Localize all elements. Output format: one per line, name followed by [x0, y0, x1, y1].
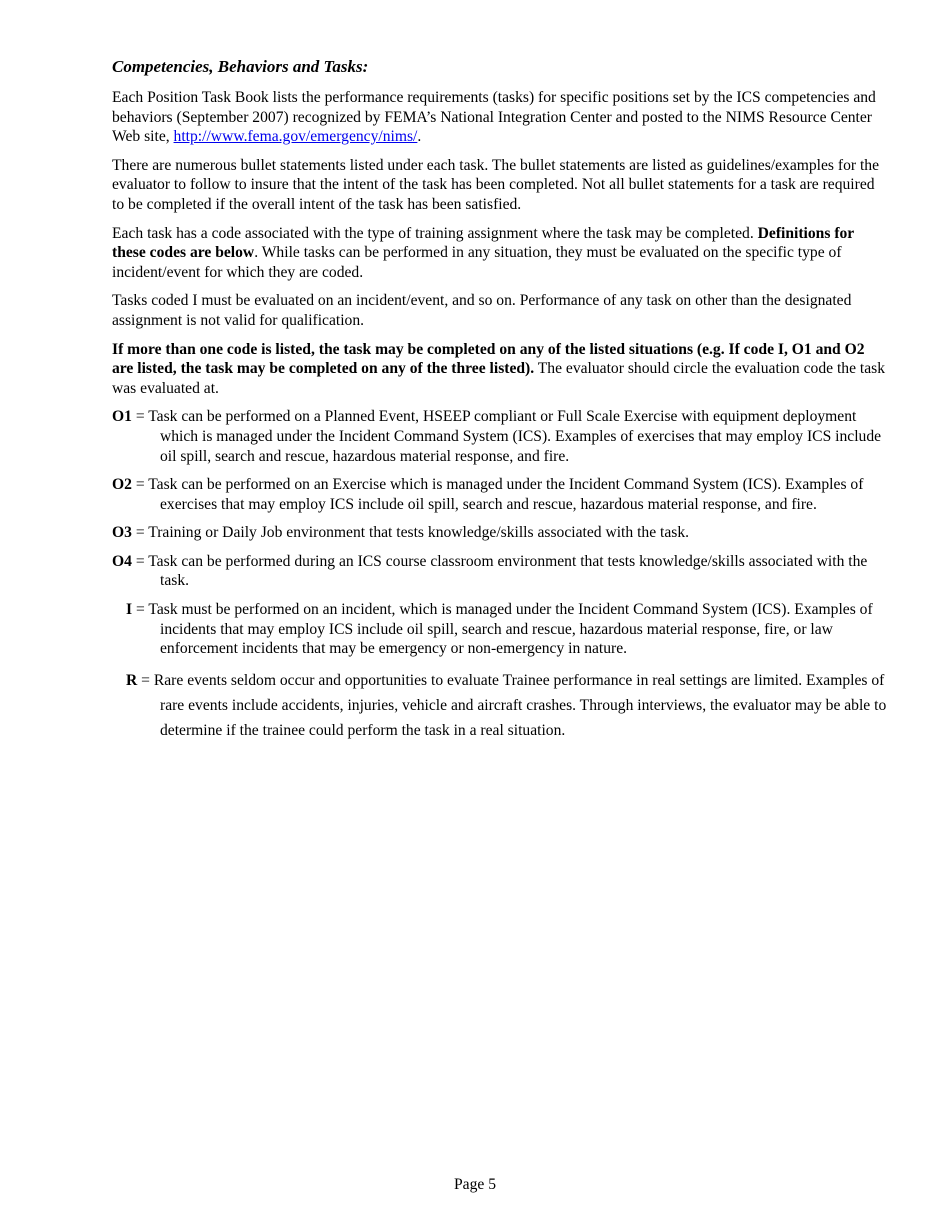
bold-text: If more than one code is listed, the task may be completed on any of the listed situations (e.g. If code I, O1 and O2 are listed, the task may be completed on any of the three listed).	[112, 340, 865, 378]
paragraph-task-book	[112, 88, 888, 147]
code-text: = Rare events seldom occur and opportunities to evaluate Trainee performance in real settings are limited. Examples of rare events include accidents, injuries, vehicle and aircraft crashes. Through interviews, the evaluator may be able to determine if the trainee could perform the task in a real situation.	[137, 671, 887, 739]
page-number: Page 5	[453, 1176, 496, 1193]
paragraph-text: The evaluator should circle the evaluation code the task was evaluated at.	[112, 360, 886, 397]
code-definition-o2	[112, 475, 888, 514]
code-label: O4	[112, 552, 132, 570]
code-definition-o1	[112, 407, 888, 466]
paragraph-codes-intro	[112, 224, 888, 283]
code-text: = Task can be performed on a Planned Event, HSEEP compliant or Full Scale Exercise with equipment deployment which is managed under the Incident Command System (ICS). Examples of exercises that may employ ICS include oil spill, search and rescue, hazardous material response, and fire.	[131, 408, 882, 465]
code-definition-i	[112, 600, 888, 659]
code-label: R	[126, 671, 138, 689]
paragraph-bullets: There are numerous bullet statements listed under each task. The bullet statements are listed as guidelines/examples for the evaluator to follow to insure that the intent of the task has been completed. Not all bullet statements for a task are required to be completed if the overall intent of the task has been satisfied.	[112, 156, 880, 213]
code-text: = Task must be performed on an incident, which is managed under the Incident Command System (ICS). Examples of incidents that may employ ICS include oil spill, search and rescue, hazardous material response, fire, or law enforcement incidents that may be emergency or non-emergency in nature.	[132, 601, 873, 658]
paragraph-coded-i: Tasks coded I must be evaluated on an incident/event, and so on. Performance of any task on other than the designated assignment is not valid for qualification.	[112, 292, 852, 329]
code-definition-o4	[112, 552, 888, 591]
code-label: O3	[112, 524, 132, 542]
document-page	[112, 56, 888, 752]
code-text: = Task can be performed during an ICS course classroom environment that tests knowledge/skills associated with the task.	[131, 552, 868, 590]
code-text: = Training or Daily Job environment that tests knowledge/skills associated with the task.	[131, 524, 690, 542]
code-definition-r	[112, 668, 888, 743]
paragraph-multiple-codes	[112, 340, 888, 399]
nims-link[interactable]: http://www.fema.gov/emergency/nims/	[173, 128, 418, 146]
bold-text: Definitions for these codes are below	[112, 224, 854, 262]
paragraph-text: Each Position Task Book lists the performance requirements (tasks) for specific positions set by the ICS competencies and behaviors (September 2007) recognized by FEMA’s National Integration Center and posted to the NIMS Resource Center Web site,	[112, 89, 876, 146]
paragraph-text: Each task has a code associated with the type of training assignment where the task may be completed.	[112, 224, 758, 242]
paragraph-text: . While tasks can be performed in any situation, they must be evaluated on the specific type of incident/event for which they are coded.	[112, 244, 842, 281]
paragraph-end: .	[417, 128, 422, 146]
code-definition-o3	[112, 523, 888, 543]
code-text: = Task can be performed on an Exercise which is managed under the Incident Command System (ICS). Examples of exercises that may employ ICS include oil spill, search and rescue, hazardous material response, and fire.	[131, 476, 864, 513]
code-label: O1	[112, 408, 132, 426]
code-label: O2	[112, 476, 132, 494]
section-title: Competencies, Behaviors and Tasks:	[112, 57, 369, 76]
code-label: I	[126, 601, 133, 619]
